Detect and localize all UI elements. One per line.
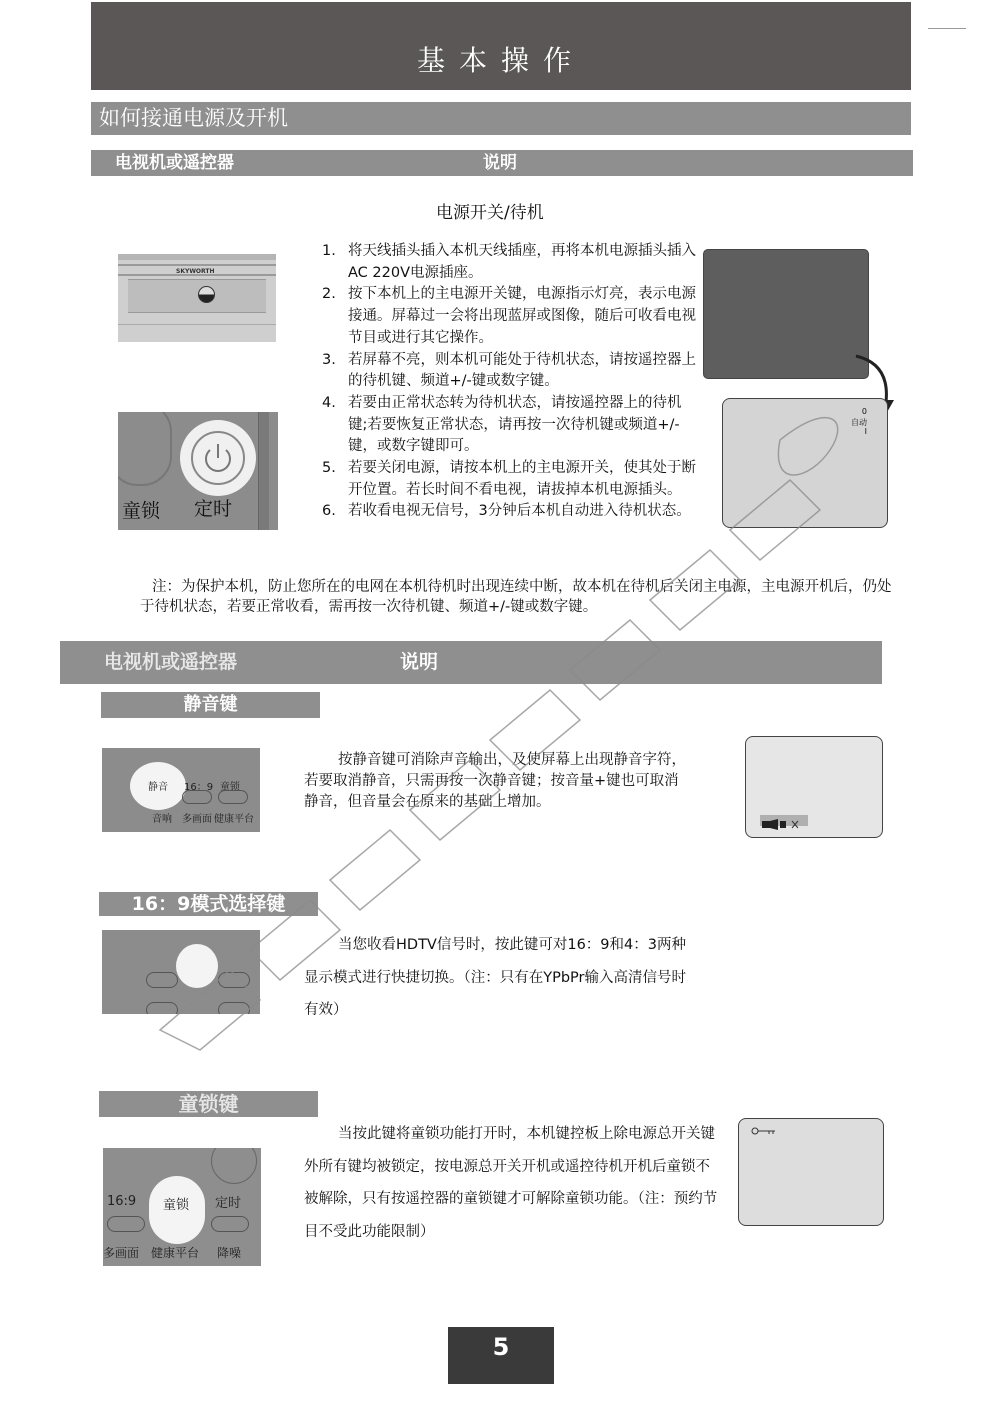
power-button [180,420,256,496]
list-item: 1. 将天线插头插入本机天线插座，再将本机电源插头插入AC 220V电源插座。 [322,243,696,281]
column-header-bar [91,150,913,176]
list-item: 4. 若要由正常状态转为待机状态，请按遥控器上的待机键;若要恢复正常状态，请再按一次待机键或频道+/-键，或数字键即可。 [322,394,682,455]
mute-description: 按静音键可消除声音输出，及使屏幕上出现静音字符，若要取消静音，只需再按一次静音键；按音量+键也可取消静音，但音量会在原来的基础上增加。 [304,752,686,810]
list-item: 6. 若收看电视无信号，3分钟后本机自动进入待机状态。 [322,503,691,520]
power-icon [180,420,256,496]
column-header-device: 电视机或遥控器 [104,651,238,673]
remote-label-mute: 静音 [148,782,168,793]
mute-key-title: 静音键 [101,692,320,718]
section-title-power: 如何接通电源及开机 [91,102,911,135]
tv-screen-dark [703,249,869,379]
column-header-description: 说明 [483,153,517,173]
column-header-bar-2 [60,641,882,684]
power-note: 注：为保护本机，防止您所在的电网在本机待机时出现连续中断，故本机在待机后关闭主电源，主电源开机后，仍处于待机状态，若要正常收看，需再按一次待机键、频道+/-键或数字键。 [140,579,892,615]
page-header-banner [91,2,911,90]
mute-osd-bar [760,815,808,826]
power-indicator-icon [198,286,215,303]
column-header-device: 电视机或遥控器 [115,153,234,173]
subsection-title-power-standby: 电源开关/待机 [436,203,544,223]
tv-screen-lock [738,1118,884,1226]
tv-screen-osd [722,398,888,528]
remote-ratio-illustration [102,930,260,1014]
power-steps-list [320,241,700,523]
remote-label-sound: 音响 [152,814,172,825]
remote-label-multi: 多画面 [182,814,212,825]
lock-key-title: 童锁键 [99,1091,318,1117]
remote-label-ratio: 16:9 [107,1194,137,1209]
remote-mute-illustration [102,748,260,832]
remote-label-child-lock: 童锁 [163,1198,190,1213]
osd-channel-number: 0 [861,407,867,416]
remote-label-ratio: 16：9 [184,782,214,793]
lock-description: 当按此键将童锁功能打开时，本机键控板上除电源总开关键外所有键均被锁定，按电源总开关开机或遥控待机开机后童锁不被解除，只有按遥控器的童锁键才可解除童锁功能。（注：预约节目不受此功能限制） [304,1126,718,1240]
corner-rule [928,28,966,29]
osd-mode-mark: I [864,427,867,436]
remote-label-health: 健康平台 [151,1246,200,1260]
list-item: 5. 若要关闭电源，请按本机上的主电源开关，使其处于断开位置。若长时间不看电视，请拔掉本机电源插头。 [322,460,696,498]
remote-label-timer: 定时 [194,498,233,520]
ratio-description: 当您收看HDTV信号时，按此键可对16：9和4：3两种显示模式进行快捷切换。（注：只有在YPbPr输入高清信号时有效） [304,937,687,1018]
ratio-key-title: 16：9模式选择键 [99,892,318,916]
tv-screen-mute [745,736,883,838]
remote-label-child-lock: 童锁 [122,500,161,522]
ratio-button-highlight [176,944,218,988]
list-item: 3. 若屏幕不亮，则本机可能处于待机状态，请按遥控器上的待机键、频道+/-键或数字键。 [322,351,696,390]
column-header-description: 说明 [400,651,439,673]
list-item: 2. 按下本机上的主电源开关键，电源指示灯亮，表示电源接通。屏幕过一会将出现蓝屏或图像，随后可收看电视节目或进行其它操作。 [322,286,696,346]
remote-lock-illustration [103,1148,261,1266]
remote-power-illustration [118,412,278,530]
speaker-muted-icon [760,819,808,830]
page-title: 基本操作 [416,44,585,77]
tv-front-panel-illustration [118,254,276,342]
brand-logo: SKYWORTH [176,268,215,275]
remote-label-multi: 多画面 [103,1246,140,1260]
osd-auto-label: 自动 [851,418,867,427]
remote-label-timer: 定时 [215,1196,242,1211]
remote-label-noise: 降噪 [217,1246,242,1260]
key-icon [751,1127,777,1135]
page-number: 5 [448,1327,554,1384]
remote-label-child-lock: 童锁 [220,782,240,793]
remote-label-health: 健康平台 [214,814,254,825]
